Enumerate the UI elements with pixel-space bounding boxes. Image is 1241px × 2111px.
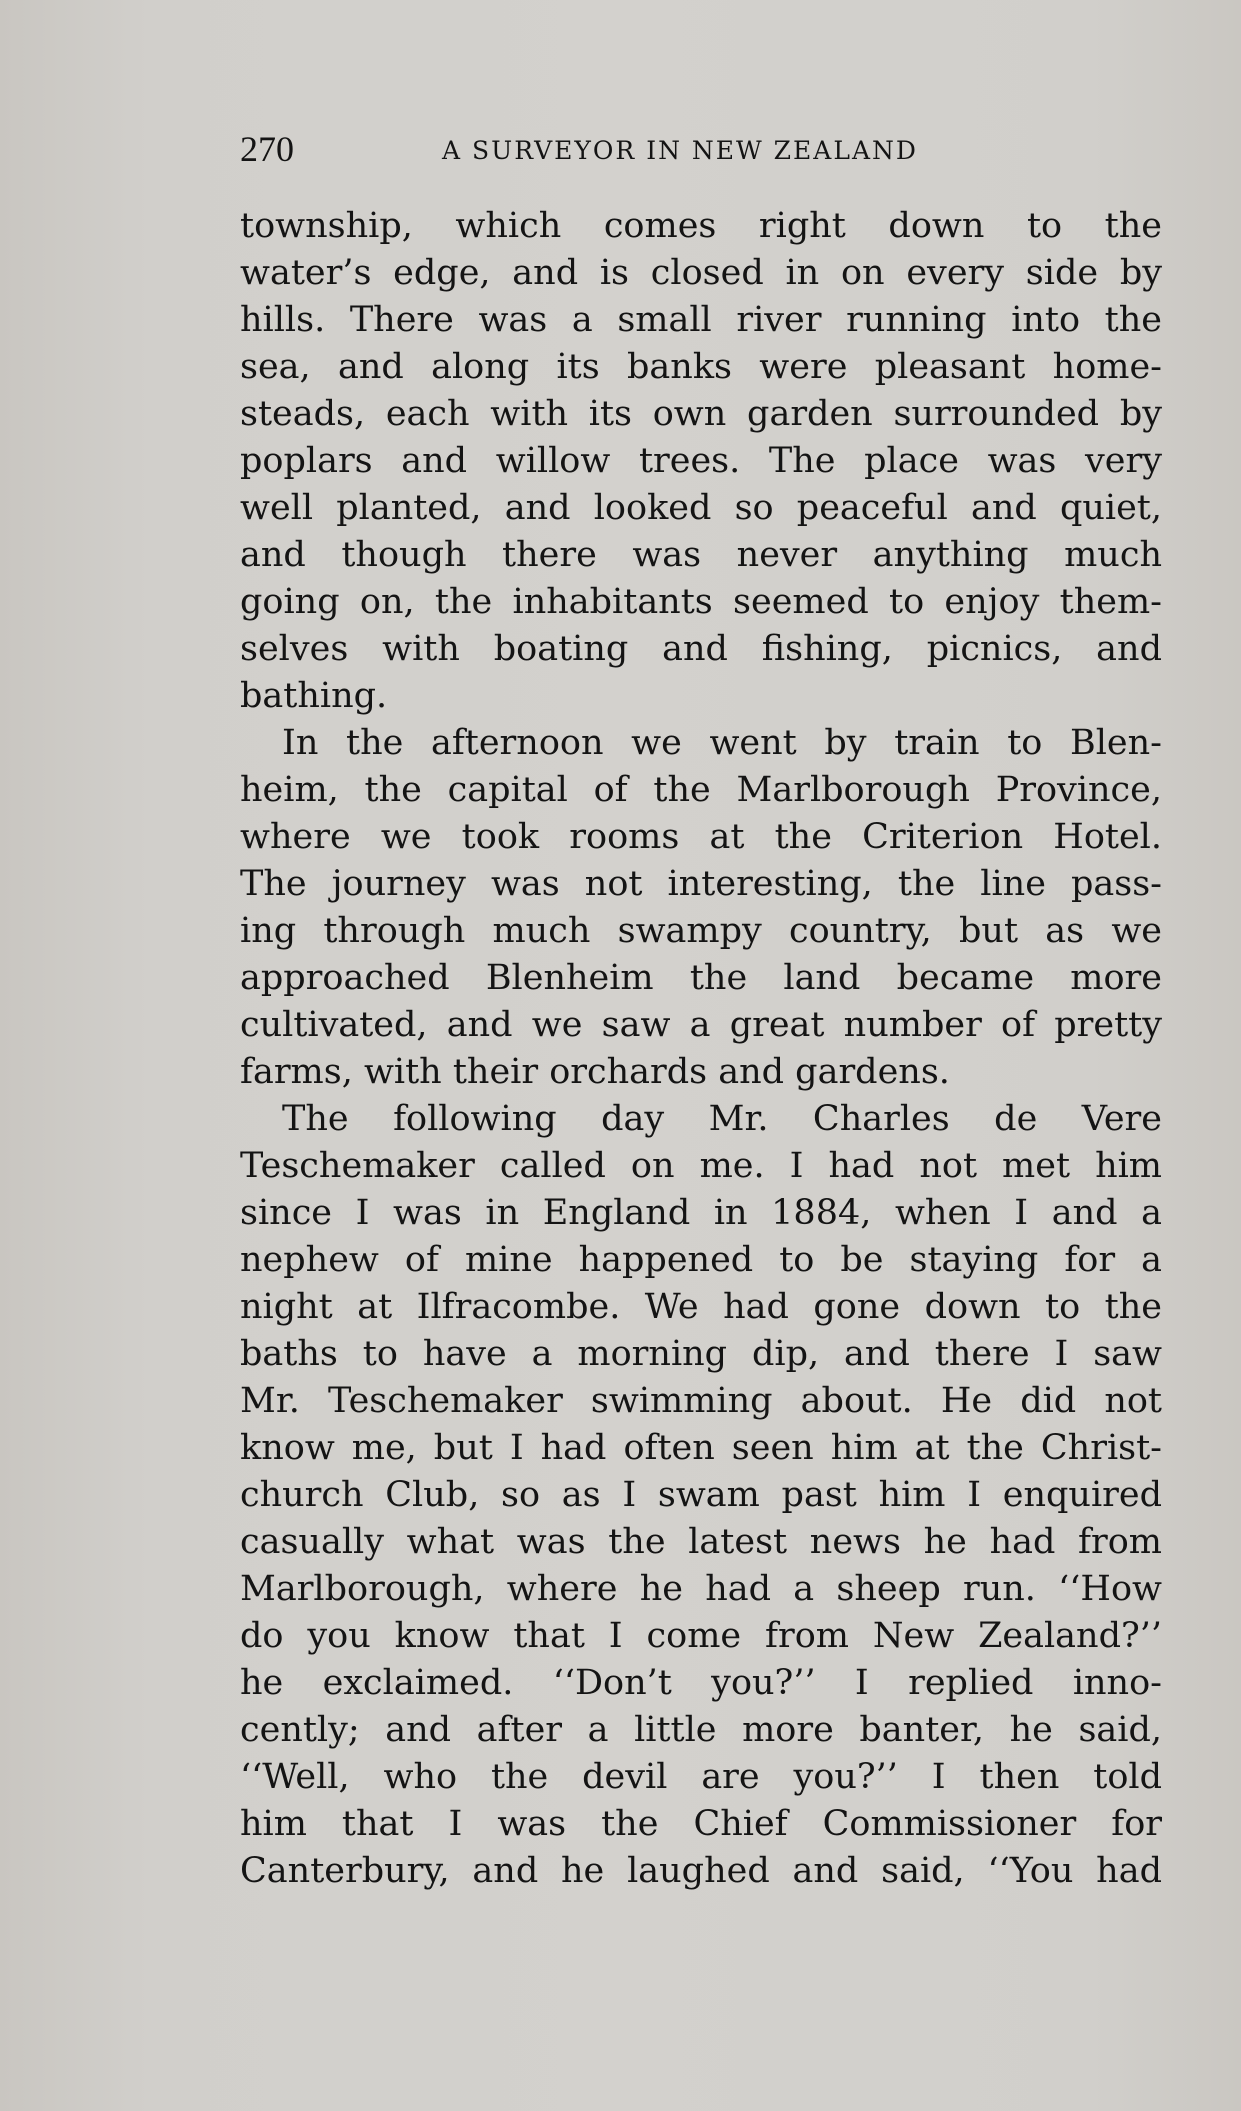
text-line: bathing. [240,676,388,716]
text-line: Canterbury, and he laughed and said, ‘‘You had [240,1851,1162,1891]
text-line: where we took rooms at the Criterion Hotel. [240,817,1162,857]
text-line: In the afternoon we went by train to Blen- [282,723,1162,763]
text-line: cently; and after a little more banter, he said, [240,1710,1162,1750]
text-line: and though there was never anything much [240,535,1162,575]
text-line: poplars and willow trees. The place was very [240,441,1162,481]
text-line: do you know that I come from New Zealand?’’ [240,1616,1162,1656]
text-line: heim, the capital of the Marlborough Province, [240,770,1162,810]
text-line: selves with boating and fishing, picnics, and [240,629,1162,669]
text-line: casually what was the latest news he had from [240,1522,1162,1562]
text-line: steads, each with its own garden surrounded by [240,394,1162,434]
text-line: since I was in England in 1884, when I and a [240,1193,1162,1233]
text-line: farms, with their orchards and gardens. [240,1052,950,1092]
text-line: Mr. Teschemaker swimming about. He did not [240,1381,1162,1421]
text-line: nephew of mine happened to be staying for a [240,1240,1162,1280]
text-line: baths to have a morning dip, and there I saw [240,1334,1162,1374]
text-line: know me, but I had often seen him at the Christ- [240,1428,1162,1468]
text-line: ‘‘Well, who the devil are you?’’ I then told [240,1757,1162,1797]
text-line: water’s edge, and is closed in on every side by [240,253,1162,293]
text-line: going on, the inhabitants seemed to enjoy them- [240,582,1162,622]
text-line: him that I was the Chief Commissioner for [240,1804,1162,1844]
page-number: 270 [240,129,294,169]
text-line: The journey was not interesting, the line pass- [240,864,1162,904]
text-line: well planted, and looked so peaceful and quiet, [240,488,1162,528]
text-line: church Club, so as I swam past him I enquired [240,1475,1162,1515]
text-line: Teschemaker called on me. I had not met him [240,1146,1162,1186]
text-line: hills. There was a small river running into the [240,300,1162,340]
running-header [240,124,1160,174]
text-line: he exclaimed. ‘‘Don’t you?’’ I replied inno- [240,1663,1162,1703]
text-line: Marlborough, where he had a sheep run. ‘‘How [240,1569,1162,1609]
text-line: The following day Mr. Charles de Vere [282,1099,1162,1139]
text-line: sea, and along its banks were pleasant home- [240,347,1162,387]
body-text [240,203,1162,1895]
text-line: night at Ilfracombe. We had gone down to the [240,1287,1162,1327]
text-line: approached Blenheim the land became more [240,958,1162,998]
text-line: ing through much swampy country, but as we [240,911,1162,951]
text-line: township, which comes right down to the [240,206,1162,246]
running-title: A SURVEYOR IN NEW ZEALAND [442,136,918,165]
text-line: cultivated, and we saw a great number of pretty [240,1005,1162,1045]
